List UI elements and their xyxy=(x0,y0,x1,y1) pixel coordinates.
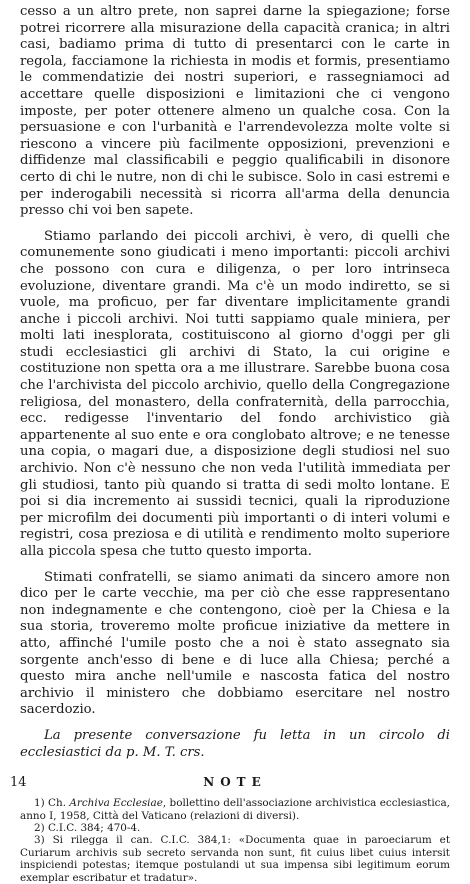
closing-note: La presente conversazione fu letta in un circolo di ecclesiastici da p. M. T. crs. xyxy=(20,727,450,760)
note-1-pre: 1) Ch. xyxy=(34,797,70,810)
notes-section xyxy=(20,797,450,884)
paragraph-1: cesso a un altro prete, non saprei darne la spiegazione; forse potrei ricorrere alla misurazione della capacità cranica; in altri casi, badiamo prima di tutto di presentarci con le carte in regola, facciamone la richiesta in modis et formis, presentiamo le commendatizie dei nostri superiori, e rassegniamoci ad accettare quelle disposizioni e limitazioni che ci vengono imposte, per poter ottenere almeno un qualche cosa. Con la persuasione e con l'urbanità e l'arrendevolezza molte volte si riescono a vincere più facilmente opposizioni, prevenzioni e diffidenze mal classificabili e peggio qualificabili in disonore certo di chi le nutre, non di chi le subisce. Solo in casi estremi e per inderogabili necessità si ricorra all'arma della denuncia presso chi voi ben sapete. xyxy=(20,4,450,219)
note-1-title: Archiva Ecclesiae xyxy=(69,797,163,810)
body-text xyxy=(20,4,450,761)
note-2-text: 2) C.I.C. 384; 470-4. xyxy=(34,821,141,834)
paragraph-2: Stiamo parlando dei piccoli archivi, è vero, di quelli che comunemente sono giudicati i meno importanti: piccoli archivi che possono con cura e diligenza, o per loro intrinseca evoluzione, diventare grandi. Ma c'è un modo indiretto, se si vuole, ma proficuo, per far diventare implicitamente grandi anche i piccoli archivi. Noi tutti sappiamo quale miniera, per molti lati inesplorata, costituiscono al giorno d'oggi per gli studi ecclesiastici gli archivi di Stato, la cui origine e costituzione non spetta ora a me illustrare. Sarebbe buona cosa che l'archivista del piccolo archivio, quello della Congregazione religiosa, del monastero, della confraternità, della parrocchia, ecc. redigesse l'inventario del fondo archivistico già appartenente al suo ente e ora conglobato altrove; e ne tenesse una copia, o magari due, a disposizione degli studiosi nel suo archivio. Non c'è nessuno che non veda l'utilità immediata per gli studiosi, tanto più quando si tratta di sedi molto lontane. E poi si dia incremento ai sussidi tecnici, quali la riproduzione per microfilm dei documenti più importanti o di interi volumi e registri, cosa preziosa e di utilità e rendimento molto superiore alla piccola spesa che tutto questo importa. xyxy=(20,228,450,559)
paragraph-3: Stimati confratelli, se siamo animati da sincero amore non dico per le carte vecchie, ma per ciò che esse rappresentano non indegnamente e che contengono, cioè per la Chiesa e la sua storia, troveremo molte proficue iniziative da mettere in atto, affinché l'umile posto che a noi è stato assegnato sia sorgente anch'esso di bene e di luce alla Chiesa; perché a questo mira anche nell'umile e nascosta fatica del nostro archivio il ministero che dobbiamo esercitare nel nostro sacerdozio. xyxy=(20,569,450,718)
note-3-text: 3) Si rilegga il can. C.I.C. 384,1: «Documenta quae in paroeciarum et Curiarum archivis sub secreto servanda non sunt, fit cuius libet cuius intersit inspiciendi potestas; itemque postulandi ut sua impensa sibi legitimum eorum exemplar escribatur et tradatur». xyxy=(20,834,450,884)
page-number: 14 xyxy=(10,775,27,790)
note-3 xyxy=(20,834,450,884)
note-1-post: , bollettino dell'associazione archivistica ecclesiastica, anno I, 1958, Città del Vaticano (relazioni di diversi). xyxy=(20,797,450,822)
notes-heading: NOTE xyxy=(203,775,267,790)
note-2 xyxy=(20,822,450,834)
note-1 xyxy=(20,797,450,822)
